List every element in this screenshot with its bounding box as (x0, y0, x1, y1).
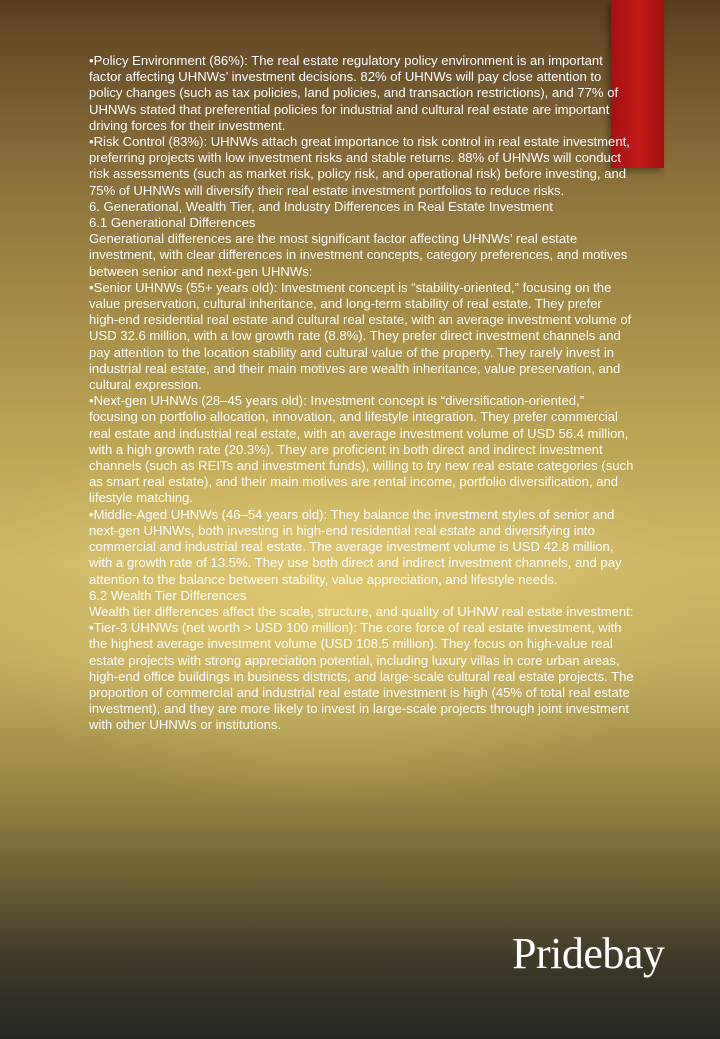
pridebay-logo: Pridebay (512, 929, 665, 978)
paragraph-middle-aged-uhnws: •Middle-Aged UHNWs (46–54 years old): They balance the investment styles of senior and next-gen UHNWs, both investing in high-end residential real estate and diversifying into commercial and industrial real estate. The average investment volume is USD 42.8 million, with a growth rate of 13.5%. They use both direct and indirect investment channels, and pay attention to the balance between stability, value appreciation, and lifestyle needs. (89, 506, 622, 587)
paragraph-policy-environment: •Policy Environment (86%): The real estate regulatory policy environment is an important factor affecting UHNWs’ investment decisions. 82% of UHNWs will pay close attention to policy changes (such as tax policies, land policies, and transaction restrictions), and 77% of UHNWs stated that preferential policies for industrial and cultural real estate are important driving forces for their investment. (89, 53, 619, 133)
paragraph-senior-uhnws: •Senior UHNWs (55+ years old): Investment concept is “stability-oriented,” focusing on the value preservation, cultural inheritance, and long-term stability of real estate. They prefer high-end residential real estate and cultural real estate, with an average investment volume of USD 32.6 million, with a low growth rate (8.8%). They prefer direct investment channels and pay attention to the location stability and cultural value of the property. They rarely invest in industrial real estate, and their main motives are wealth inheritance, value preservation, and cultural expression. (89, 279, 632, 393)
subsection-heading-6-2: 6.2 Wealth Tier Differences (89, 587, 247, 603)
paragraph-tier-3-uhnws: •Tier-3 UHNWs (net worth > USD 100 million): The core force of real estate investment, with the highest average investment volume (USD 108.5 million). They focus on high-value real estate projects with strong appreciation potential, including luxury villas in core urban areas, high-end office buildings in business districts, and large-scale cultural real estate projects. The proportion of commercial and industrial real estate investment is high (45% of total real estate investment), and they are more likely to invest in large-scale projects through joint investment with other UHNWs or institutions. (89, 620, 634, 733)
document-body (89, 53, 634, 734)
paragraph-risk-control: •Risk Control (83%): UHNWs attach great importance to risk control in real estate investment, preferring projects with low investment risks and stable returns. 88% of UHNWs will conduct risk assessments (such as market risk, policy risk, and operational risk) before investing, and 75% of UHNWs will diversify their real estate investment portfolios to reduce risks. (89, 134, 630, 198)
subsection-heading-6-1: 6.1 Generational Differences (89, 215, 256, 231)
paragraph-generational-intro: Generational differences are the most significant factor affecting UHNWs’ real estate investment, with clear differences in investment concepts, category preferences, and motives between senior and next-gen UHNWs: (89, 231, 628, 279)
paragraph-next-gen-uhnws: •Next-gen UHNWs (28–45 years old): Investment concept is “diversification-oriented,” focusing on portfolio allocation, innovation, and lifestyle integration. They prefer commercial real estate and industrial real estate, with an average investment volume of USD 56.4 million, with a high growth rate (20.3%). They are proficient in both direct and indirect investment channels (such as REITs and investment funds), willing to try new real estate categories (such as smart real estate), and their main motives are rental income, portfolio diversification, and lifestyle matching. (89, 393, 634, 506)
paragraph-wealth-tier-intro: Wealth tier differences affect the scale, structure, and quality of UHNW real estate investment: (89, 603, 634, 619)
section-heading-6: 6. Generational, Wealth Tier, and Industry Differences in Real Estate Investment (89, 198, 553, 214)
